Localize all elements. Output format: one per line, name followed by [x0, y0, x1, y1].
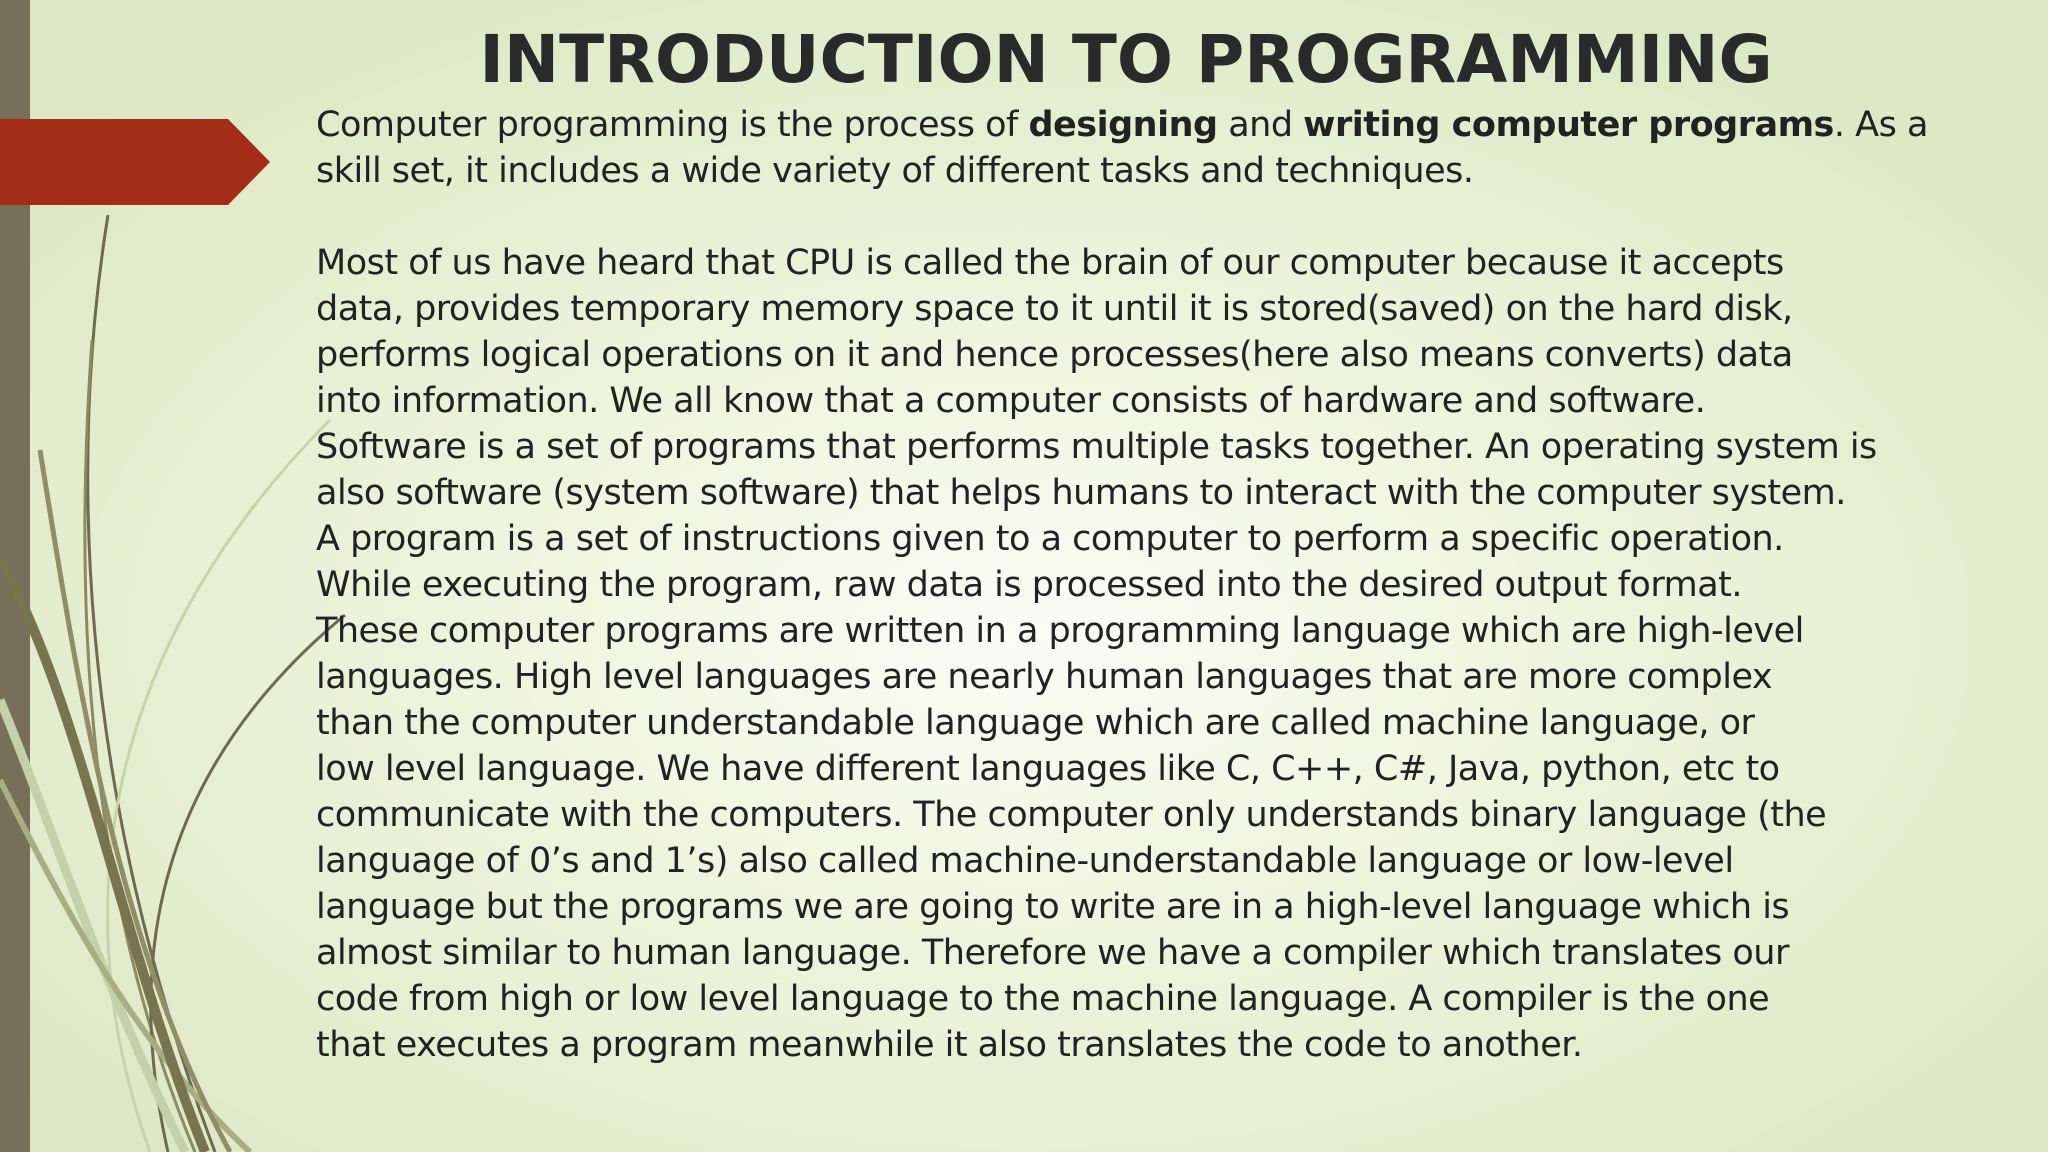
swoosh-line-2 — [85, 340, 195, 1152]
paragraph2-line: While executing the program, raw data is processed into the desired output format. — [316, 565, 1743, 605]
paragraph2-line: Software is a set of programs that performs multiple tasks together. An operating system is — [316, 427, 1877, 467]
swoosh-line-4 — [108, 420, 330, 1152]
paragraph2-line: communicate with the computers. The computer only understands binary language (the — [316, 795, 1827, 835]
paragraph2-line: languages. High level languages are nearly human languages that are more complex — [316, 657, 1773, 697]
paragraph2-line: language but the programs we are going to write are in a high-level language which is — [316, 887, 1790, 927]
text-span: and — [1217, 105, 1304, 145]
paragraph2-line: than the computer understandable language which are called machine language, or — [316, 703, 1755, 743]
bold-term-designing: designing — [1028, 105, 1218, 145]
paragraph1-line2: skill set, it includes a wide variety of different tasks and techniques. — [316, 151, 1474, 191]
paragraph2-line: that executes a program meanwhile it also translates the code to another. — [316, 1025, 1583, 1065]
paragraph2-line: also software (system software) that helps humans to interact with the computer system. — [316, 473, 1846, 513]
bold-term-writing-programs: writing computer programs — [1303, 105, 1834, 145]
paragraph1-line1 — [316, 102, 1976, 148]
paragraph2-line: almost similar to human language. Therefore we have a compiler which translates our — [316, 933, 1789, 973]
paragraph2-line: language of 0’s and 1’s) also called machine-understandable language or low-level — [316, 841, 1734, 881]
paragraph2-line: into information. We all know that a computer consists of hardware and software. — [316, 381, 1706, 421]
paragraph2-line: low level language. We have different languages like C, C++, C#, Java, python, etc to — [316, 749, 1780, 789]
paragraph2-line: performs logical operations on it and hence processes(here also means converts) data — [316, 335, 1793, 375]
text-span: Computer programming is the process of — [316, 105, 1029, 145]
slide-title: INTRODUCTION TO PROGRAMMING — [479, 21, 1773, 98]
paragraph2-line: data, provides temporary memory space to it until it is stored(saved) on the hard disk, — [316, 289, 1793, 329]
text-span: . As a — [1833, 105, 1928, 145]
paragraph2-line: Most of us have heard that CPU is called the brain of our computer because it accepts — [316, 243, 1784, 283]
paragraph2-line: These computer programs are written in a programming language which are high-level — [316, 611, 1804, 651]
paragraph-gap — [316, 194, 1976, 240]
paragraph2-line: code from high or low level language to the machine language. A compiler is the one — [316, 979, 1770, 1019]
paragraph2-line: A program is a set of instructions given to a computer to perform a specific operation. — [316, 519, 1784, 559]
slide-body — [316, 102, 1976, 1068]
